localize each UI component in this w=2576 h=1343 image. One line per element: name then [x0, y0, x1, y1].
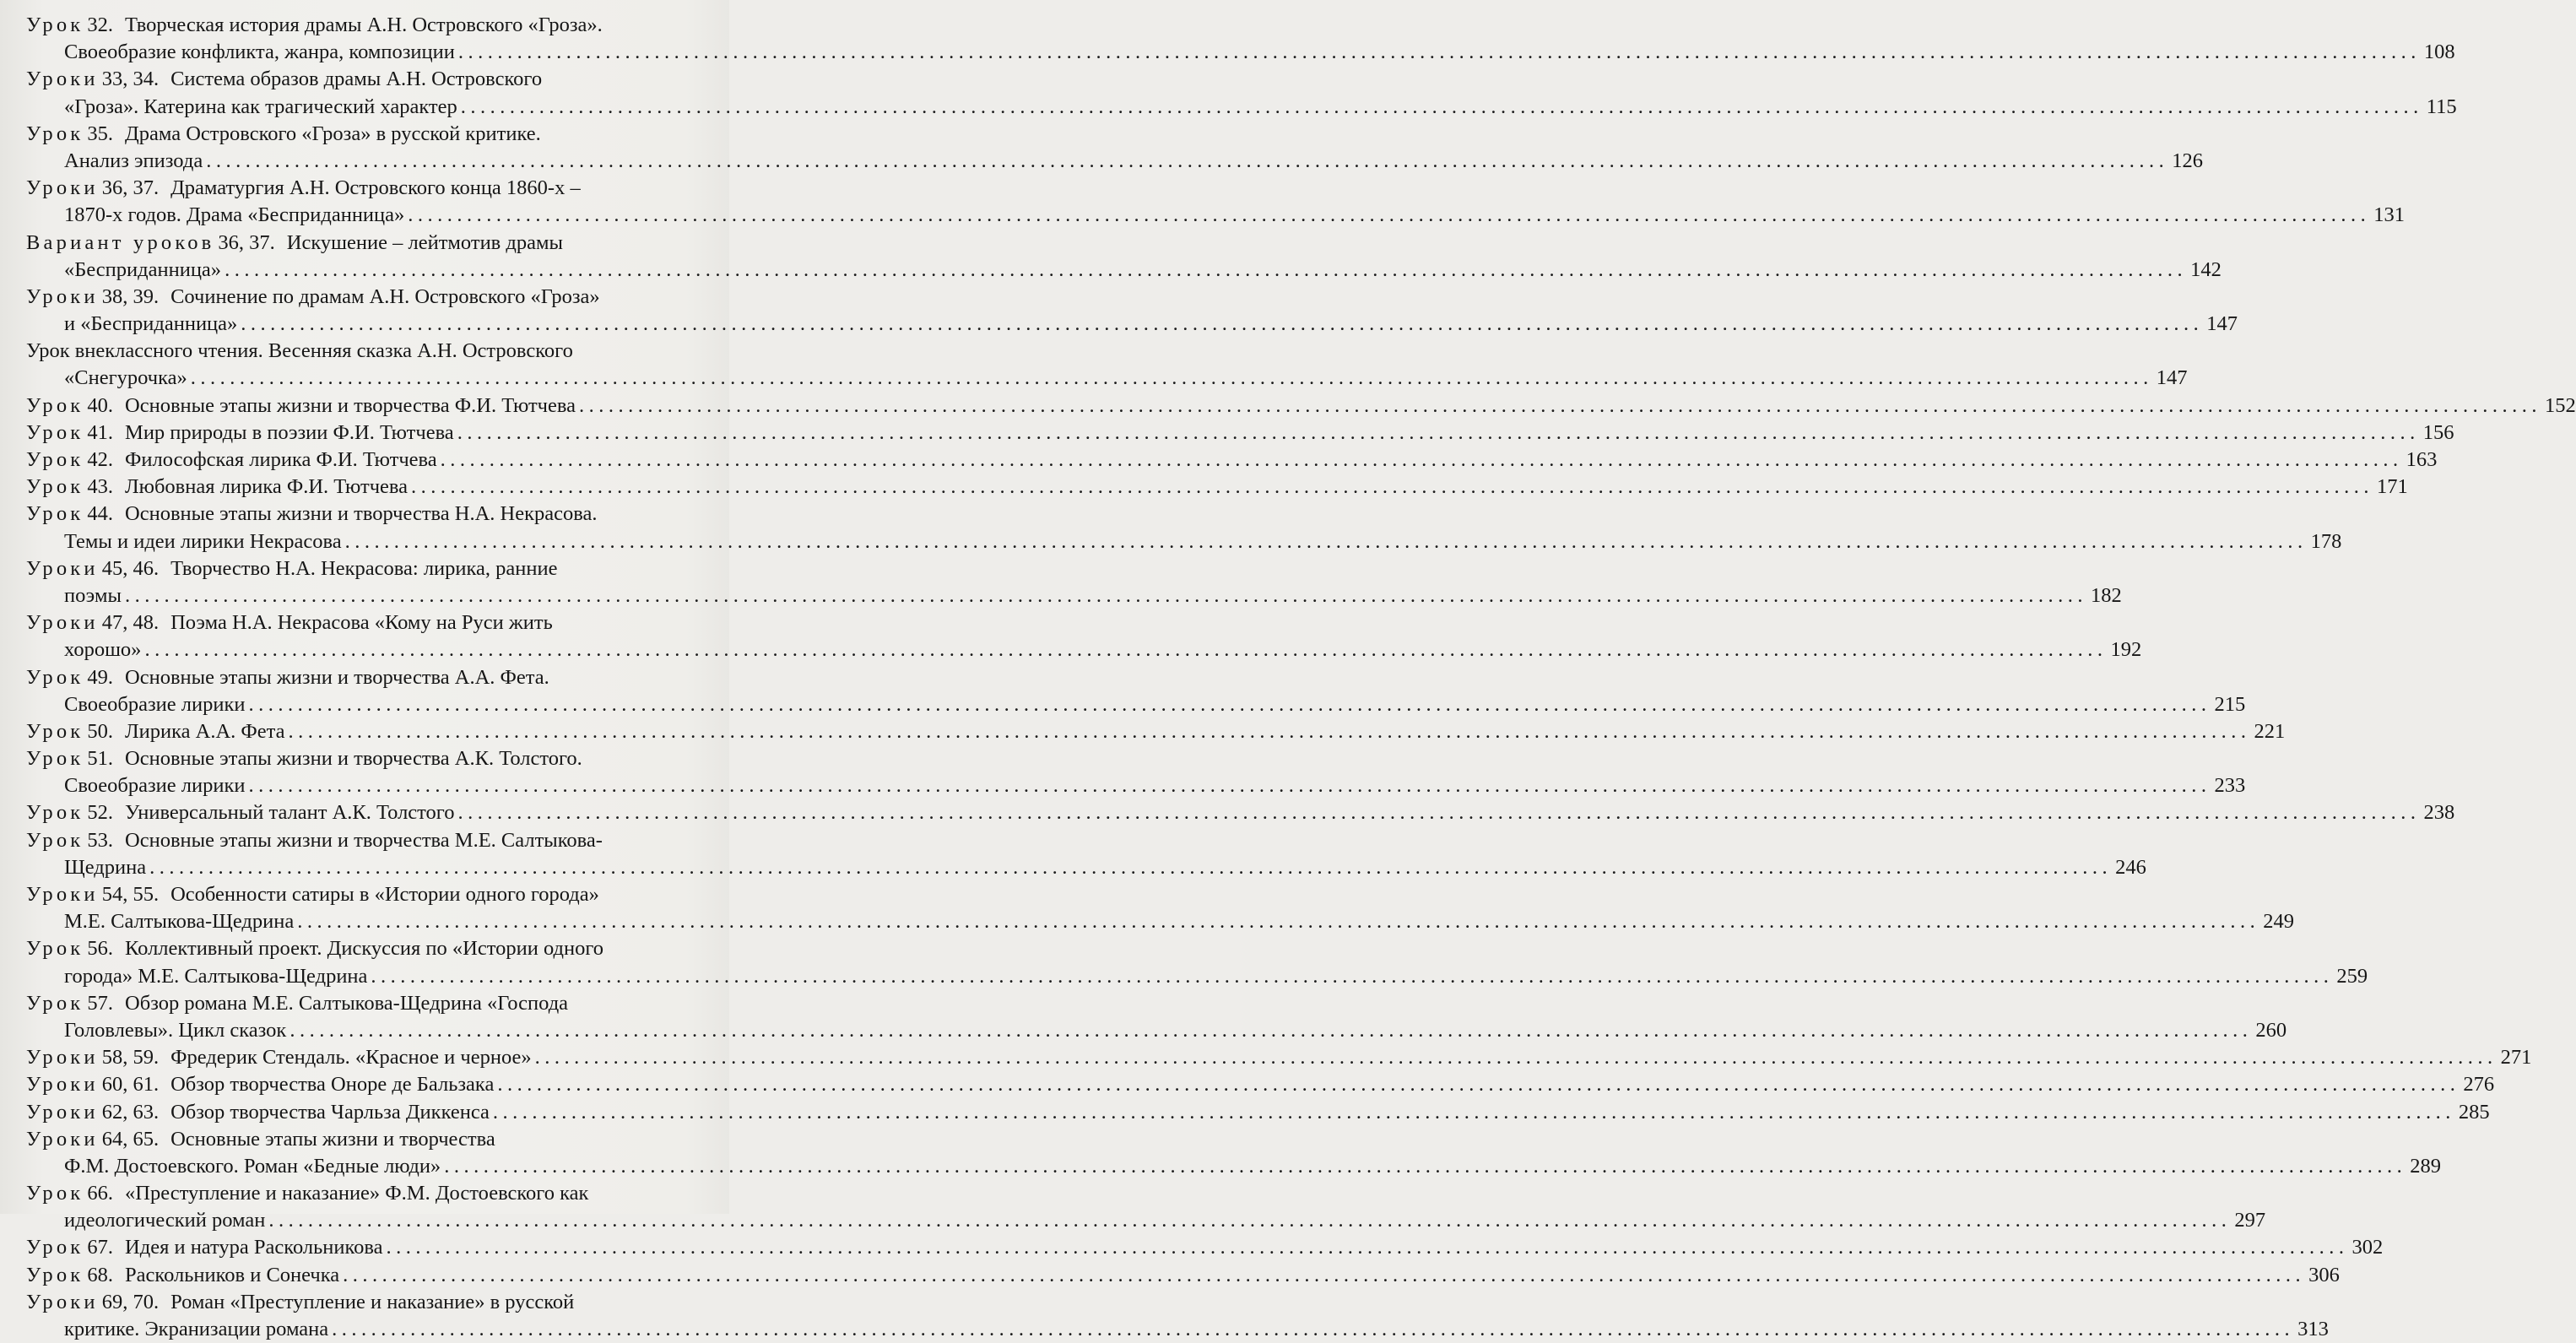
lesson-label: Урок	[26, 801, 84, 825]
lesson-title: «Бесприданница»	[64, 257, 222, 281]
dot-leader	[249, 772, 2211, 799]
toc-entry-first-line	[26, 664, 717, 691]
toc-entry-first-line	[26, 1180, 717, 1207]
lesson-label: Урок	[26, 393, 84, 417]
page-number: 259	[2336, 964, 2368, 988]
lesson-number: 67.	[87, 1236, 114, 1259]
toc-entry-continuation-line	[26, 772, 2246, 799]
lesson-title: Творчество Н.А. Некрасова: лирика, ранние	[170, 556, 558, 580]
toc-entry-first-line	[26, 230, 717, 257]
lesson-number: 53.	[87, 828, 114, 852]
lesson-number: 33, 34.	[101, 68, 160, 91]
toc-entry-first-line	[26, 175, 717, 202]
page-number: 260	[2255, 1018, 2287, 1042]
toc-entry	[26, 664, 2246, 718]
lesson-number: 56.	[87, 937, 114, 961]
lesson-number: 35.	[87, 122, 114, 145]
toc-entry-first-line	[26, 881, 717, 908]
page-number: 147	[2206, 312, 2238, 336]
toc-entry-first-line	[26, 1044, 2532, 1071]
lesson-title: Фредерик Стендаль. «Красное и черное»	[170, 1046, 532, 1070]
toc-entry	[26, 935, 2368, 989]
page-number: 156	[2422, 420, 2454, 444]
dot-leader	[144, 636, 2107, 663]
toc-entry	[26, 393, 2576, 420]
toc-entry	[26, 66, 2457, 120]
dot-leader	[535, 1044, 2498, 1071]
toc-entry-first-line	[26, 1234, 2384, 1261]
toc-entry-first-line	[26, 990, 717, 1017]
lesson-title: критике. Экранизации романа	[64, 1318, 329, 1340]
lesson-title: Основные этапы жизни и творчества М.Е. Салтыкова-	[125, 828, 603, 852]
lesson-title: Роман «Преступление и наказание» в русской	[170, 1290, 575, 1313]
lesson-title: Своеобразие конфликта, жанра, композиции	[64, 41, 455, 64]
toc-entry	[26, 881, 2294, 935]
lesson-title: Обзор романа М.Е. Салтыкова-Щедрина «Господа	[125, 991, 569, 1015]
lesson-label: Урок	[26, 448, 84, 471]
lesson-title: Основные этапы жизни и творчества Н.А. Некрасова.	[125, 502, 598, 526]
toc-entry-first-line	[26, 338, 717, 365]
toc-entry	[26, 12, 2455, 66]
dot-leader	[457, 420, 2420, 447]
toc-entry	[26, 230, 2222, 284]
dot-leader	[206, 148, 2168, 175]
lesson-title: Идея и натура Раскольникова	[125, 1236, 383, 1259]
toc-entry-first-line	[26, 1071, 2495, 1098]
page-number: 297	[2234, 1209, 2266, 1232]
lesson-title: Философская лирика Ф.И. Тютчева	[125, 448, 437, 471]
dot-leader	[290, 1017, 2252, 1044]
lesson-label: Уроки	[26, 1127, 99, 1151]
dot-leader	[387, 1234, 2349, 1261]
page-number: 271	[2500, 1046, 2532, 1070]
lesson-label: Уроки	[26, 1046, 99, 1070]
page-number: 142	[2190, 257, 2222, 281]
dot-leader	[461, 94, 2423, 121]
lesson-label: Уроки	[26, 68, 99, 91]
toc-entry-first-line	[26, 501, 717, 528]
toc-entry-continuation-line	[26, 963, 2368, 990]
toc-entry	[26, 1099, 2490, 1126]
lesson-number: 43.	[87, 475, 114, 499]
page-number: 178	[2310, 529, 2342, 553]
toc-entry-first-line	[26, 447, 2438, 474]
lesson-number: 54, 55.	[101, 883, 160, 906]
toc-entry	[26, 555, 2122, 609]
lesson-label: Уроки	[26, 284, 99, 308]
toc-entry	[26, 1126, 2441, 1180]
page-number: 108	[2423, 41, 2455, 64]
lesson-title: Мир природы в поэзии Ф.И. Тютчева	[125, 420, 454, 444]
lesson-title: Особенности сатиры в «Истории одного города»	[170, 883, 599, 906]
toc-entry	[26, 338, 2188, 392]
lesson-number: 66.	[87, 1182, 114, 1205]
lesson-title: Щедрина	[64, 855, 147, 879]
toc-entry	[26, 447, 2438, 474]
lesson-title: Любовная лирика Ф.И. Тютчева	[125, 475, 409, 499]
page-number: 285	[2458, 1100, 2490, 1124]
lesson-label: Урок	[26, 122, 84, 145]
page-number: 152	[2544, 393, 2576, 417]
dot-leader	[441, 447, 2403, 474]
lesson-number: 60, 61.	[101, 1073, 160, 1097]
dot-leader	[241, 311, 2203, 338]
toc-entry-first-line	[26, 420, 2454, 447]
page-number: 313	[2297, 1318, 2329, 1340]
lesson-title: Основные этапы жизни и творчества А.К. Толстого.	[125, 747, 582, 771]
toc-entry	[26, 175, 2406, 229]
lesson-title: Основные этапы жизни и творчества	[170, 1127, 495, 1151]
lesson-title: Своеобразие лирики	[64, 774, 246, 798]
lesson-label: Урок	[26, 991, 84, 1015]
toc-entry-continuation-line	[26, 582, 2122, 609]
lesson-label: Урок	[26, 747, 84, 771]
dot-leader	[332, 1316, 2294, 1343]
toc-entry-first-line	[26, 474, 2408, 501]
toc-entry-continuation-line	[26, 257, 2222, 284]
lesson-label: Урок	[26, 719, 84, 743]
lesson-number: 62, 63.	[101, 1100, 160, 1124]
lesson-number: 36, 37.	[101, 176, 160, 200]
table-of-contents	[26, 12, 2576, 1343]
dot-leader	[149, 854, 2112, 881]
lesson-label: Вариант уроков	[26, 230, 215, 254]
lesson-number: 69, 70.	[101, 1290, 160, 1313]
toc-entry-first-line	[26, 1126, 717, 1153]
lesson-title: Лирика А.А. Фета	[125, 719, 285, 743]
lesson-title: Сочинение по драмам А.Н. Островского «Гроза»	[170, 284, 600, 308]
page-number: 192	[2110, 638, 2142, 662]
page-number: 215	[2214, 692, 2246, 716]
page-number: 302	[2351, 1236, 2384, 1259]
dot-leader	[345, 528, 2308, 555]
lesson-label: Уроки	[26, 1290, 99, 1313]
lesson-label: Урок	[26, 828, 84, 852]
lesson-title: Коллективный проект. Дискуссия по «Истории одного	[125, 937, 604, 961]
lesson-title: Система образов драмы А.Н. Островского	[170, 68, 543, 91]
toc-entry-continuation-line	[26, 528, 2342, 555]
lesson-title: Обзор творчества Оноре де Бальзака	[170, 1073, 495, 1097]
lesson-label: Уроки	[26, 883, 99, 906]
toc-entry	[26, 745, 2246, 799]
toc-entry-first-line	[26, 66, 717, 93]
lesson-title: Основные этапы жизни и творчества Ф.И. Тютчева	[125, 393, 576, 417]
page-number: 238	[2423, 801, 2455, 825]
toc-entry-first-line	[26, 121, 717, 148]
toc-entry-first-line	[26, 555, 717, 582]
lesson-number: 41.	[87, 420, 114, 444]
lesson-title: «Преступление и наказание» Ф.М. Достоевского как	[125, 1182, 589, 1205]
toc-entry	[26, 420, 2454, 447]
lesson-label: Урок	[26, 1236, 84, 1259]
dot-leader	[579, 393, 2541, 420]
lesson-label: Урок	[26, 475, 84, 499]
lesson-number: 45, 46.	[101, 556, 160, 580]
toc-entry-first-line	[26, 393, 2576, 420]
toc-entry-first-line	[26, 1099, 2490, 1126]
toc-entry-first-line	[26, 284, 717, 311]
toc-entry	[26, 1234, 2384, 1261]
lesson-label: Урок	[26, 14, 84, 36]
lesson-number: 36, 37.	[218, 230, 275, 254]
lesson-title: Ф.М. Достоевского. Роман «Бедные люди»	[64, 1154, 441, 1178]
dot-leader	[249, 691, 2211, 718]
toc-entry-continuation-line	[26, 1017, 2287, 1044]
page-number: 246	[2115, 855, 2146, 879]
lesson-number: 68.	[87, 1263, 114, 1286]
lesson-title: Драматургия А.Н. Островского конца 1860-х –	[170, 176, 581, 200]
lesson-title: Драма Островского «Гроза» в русской критике.	[125, 122, 541, 145]
toc-entry-continuation-line	[26, 94, 2457, 121]
lesson-title: и «Бесприданница»	[64, 312, 238, 336]
lesson-label: Урок	[26, 420, 84, 444]
lesson-title: поэмы	[64, 583, 122, 607]
lesson-number: 44.	[87, 502, 114, 526]
page-number: 276	[2463, 1073, 2495, 1097]
lesson-title: хорошо»	[64, 638, 142, 662]
lesson-label: Уроки	[26, 1100, 99, 1124]
lesson-number: 64, 65.	[101, 1127, 160, 1151]
toc-entry-continuation-line	[26, 365, 2188, 392]
lesson-title: Раскольников и Сонечка	[125, 1263, 340, 1286]
dot-leader	[289, 718, 2251, 745]
dot-leader	[408, 202, 2370, 229]
page-number: 115	[2426, 95, 2457, 118]
lesson-title: «Снегурочка»	[64, 366, 187, 390]
lesson-number: 52.	[87, 801, 114, 825]
lesson-label: Урок	[26, 1263, 84, 1286]
lesson-title: Творческая история драмы А.Н. Островского «Гроза».	[125, 14, 603, 36]
dot-leader	[125, 582, 2087, 609]
lesson-number: 50.	[87, 719, 114, 743]
toc-entry	[26, 827, 2146, 881]
toc-entry-continuation-line	[26, 1207, 2266, 1234]
dot-leader	[297, 908, 2259, 935]
lesson-label: Уроки	[26, 611, 99, 635]
page-number: 306	[2308, 1263, 2340, 1286]
dot-leader	[444, 1153, 2406, 1180]
page-number: 171	[2377, 475, 2408, 499]
toc-entry	[26, 1180, 2266, 1234]
dot-leader	[411, 474, 2373, 501]
lesson-title: Урок внеклассного чтения. Весенняя сказка А.Н. Островского	[26, 339, 573, 363]
lesson-number: 58, 59.	[101, 1046, 160, 1070]
toc-entry-continuation-line	[26, 148, 2203, 175]
lesson-label: Урок	[26, 665, 84, 689]
toc-entry	[26, 718, 2286, 745]
toc-entry	[26, 1071, 2495, 1098]
lesson-title: Темы и идеи лирики Некрасова	[64, 529, 342, 553]
toc-entry-continuation-line	[26, 1316, 2329, 1343]
lesson-title: идеологический роман	[64, 1209, 266, 1232]
dot-leader	[268, 1207, 2231, 1234]
toc-entry	[26, 799, 2455, 826]
page-number: 131	[2373, 203, 2406, 227]
dot-leader	[458, 799, 2421, 826]
dot-leader	[497, 1071, 2460, 1098]
lesson-number: 38, 39.	[101, 284, 160, 308]
lesson-number: 49.	[87, 665, 114, 689]
toc-entry-first-line	[26, 609, 717, 636]
page-number: 182	[2090, 583, 2122, 607]
lesson-title: Поэма Н.А. Некрасова «Кому на Руси жить	[170, 611, 553, 635]
toc-entry	[26, 1262, 2340, 1289]
lesson-title: Анализ эпизода	[64, 149, 203, 172]
page-number: 233	[2214, 774, 2246, 798]
lesson-number: 42.	[87, 448, 114, 471]
toc-entry-first-line	[26, 827, 717, 854]
page-number: 249	[2263, 910, 2294, 934]
lesson-title: Головлевы». Цикл сказок	[64, 1018, 287, 1042]
page-number: 163	[2406, 448, 2438, 471]
toc-entry	[26, 121, 2203, 175]
toc-entry-continuation-line	[26, 39, 2455, 66]
lesson-title: 1870-х годов. Драма «Бесприданница»	[64, 203, 405, 227]
lesson-label: Уроки	[26, 176, 99, 200]
toc-entry	[26, 284, 2238, 338]
toc-entry	[26, 474, 2408, 501]
lesson-number: 32.	[87, 14, 114, 36]
toc-entry-continuation-line	[26, 1153, 2441, 1180]
dot-leader	[343, 1262, 2305, 1289]
toc-entry-continuation-line	[26, 854, 2146, 881]
page-number: 221	[2254, 719, 2286, 743]
toc-entry-continuation-line	[26, 636, 2142, 663]
lesson-label: Урок	[26, 1182, 84, 1205]
lesson-title: «Гроза». Катерина как трагический характер	[64, 95, 457, 118]
toc-entry-continuation-line	[26, 202, 2406, 229]
toc-entry	[26, 1044, 2532, 1071]
lesson-number: 51.	[87, 747, 114, 771]
lesson-title: Обзор творчества Чарльза Диккенса	[170, 1100, 490, 1124]
dot-leader	[493, 1099, 2455, 1126]
toc-entry-continuation-line	[26, 691, 2246, 718]
toc-entry-first-line	[26, 799, 2455, 826]
page-number: 289	[2410, 1154, 2441, 1178]
dot-leader	[458, 39, 2421, 66]
lesson-title: М.Е. Салтыкова-Щедрина	[64, 910, 295, 934]
toc-entry-continuation-line	[26, 908, 2294, 935]
toc-entry-first-line	[26, 12, 717, 39]
lesson-title: Искушение – лейтмотив драмы	[286, 230, 563, 254]
lesson-label: Уроки	[26, 556, 99, 580]
lesson-label: Уроки	[26, 1073, 99, 1097]
lesson-number: 57.	[87, 991, 114, 1015]
toc-entry-first-line	[26, 935, 717, 962]
lesson-title: Своеобразие лирики	[64, 692, 246, 716]
toc-entry	[26, 1289, 2329, 1343]
toc-entry-continuation-line	[26, 311, 2238, 338]
dot-leader	[191, 365, 2153, 392]
lesson-title: Основные этапы жизни и творчества А.А. Фета.	[125, 665, 549, 689]
lesson-number: 40.	[87, 393, 114, 417]
dot-leader	[371, 963, 2333, 990]
toc-entry-first-line	[26, 745, 717, 772]
lesson-label: Урок	[26, 502, 84, 526]
toc-entry	[26, 990, 2287, 1044]
toc-entry-first-line	[26, 1289, 717, 1316]
toc-entry-first-line	[26, 718, 2286, 745]
dot-leader	[225, 257, 2187, 284]
lesson-title: города» М.Е. Салтыкова-Щедрина	[64, 964, 368, 988]
lesson-number: 47, 48.	[101, 611, 160, 635]
toc-entry	[26, 609, 2142, 663]
toc-entry	[26, 501, 2342, 555]
page-number: 126	[2172, 149, 2203, 172]
toc-entry-first-line	[26, 1262, 2340, 1289]
page-number: 147	[2156, 366, 2188, 390]
lesson-label: Урок	[26, 937, 84, 961]
lesson-title: Универсальный талант А.К. Толстого	[125, 801, 455, 825]
